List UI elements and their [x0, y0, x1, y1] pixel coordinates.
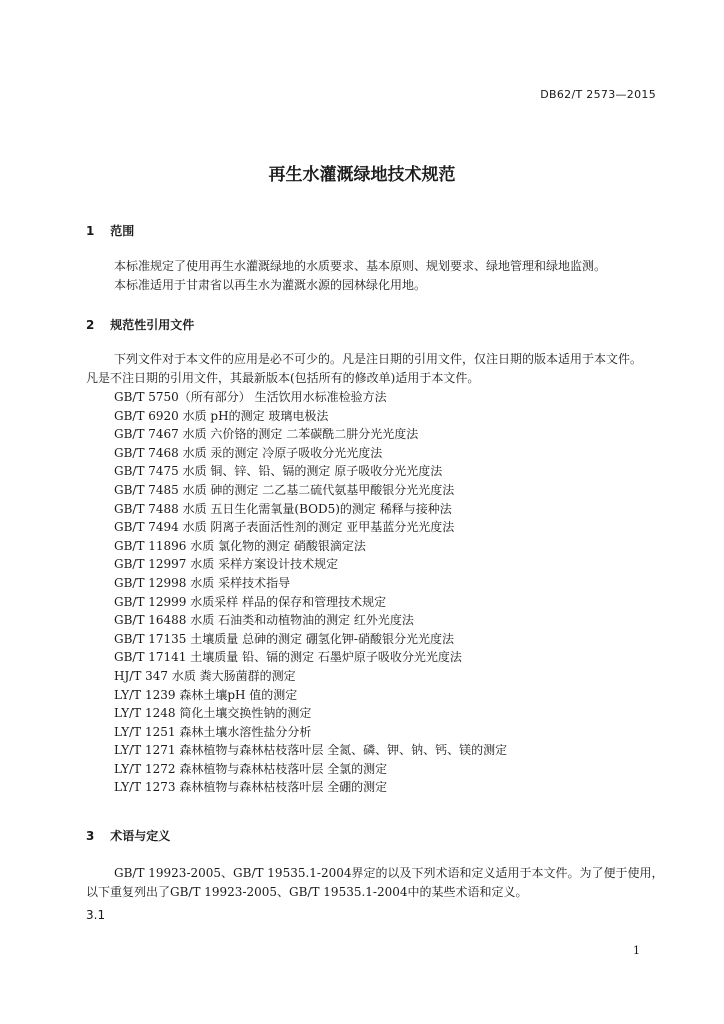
- reference-item: GB/T 17135 土壤质量 总砷的测定 硼氢化钾-硝酸银分光光度法: [114, 631, 454, 646]
- section-title: 术语与定义: [110, 829, 171, 843]
- reference-item: GB/T 16488 水质 石油类和动植物油的测定 红外光度法: [114, 613, 414, 628]
- paragraph: 凡是不注日期的引用文件，其最新版本(包括所有的修改单)适用于本文件。: [86, 371, 480, 385]
- subclause-number: 3.1: [86, 908, 106, 922]
- reference-item: GB/T 7488 水质 五日生化需氧量(BOD5)的测定 稀释与接种法: [114, 501, 452, 516]
- reference-item: GB/T 7475 水质 铜、锌、铅、镉的测定 原子吸收分光光度法: [114, 464, 443, 479]
- reference-item: GB/T 6920 水质 pH的测定 玻璃电极法: [114, 408, 329, 423]
- reference-item: LY/T 1251 森林土壤水溶性盐分分析: [114, 724, 312, 739]
- reference-item: GB/T 12998 水质 采样技术指导: [114, 575, 291, 590]
- reference-item: GB/T 7494 水质 阴离子表面活性剂的测定 亚甲基蓝分光光度法: [114, 520, 455, 535]
- paragraph: GB/T 19923-2005、GB/T 19535.1-2004界定的以及下列术语和定义适用于本文件。为了便于使用，: [114, 866, 664, 880]
- reference-item: GB/T 5750（所有部分） 生活饮用水标准检验方法: [114, 390, 387, 404]
- reference-item: LY/T 1248 简化土壤交换性钠的测定: [114, 706, 312, 721]
- section-title: 规范性引用文件: [110, 318, 195, 332]
- section-number: 2: [86, 318, 95, 332]
- section-1-heading: [86, 222, 134, 239]
- reference-item: GB/T 12997 水质 采样方案设计技术规定: [114, 557, 339, 572]
- reference-item: LY/T 1271 森林植物与森林枯枝落叶层 全氮、磷、钾、钠、钙、镁的测定: [114, 743, 508, 758]
- paragraph: 以下重复列出了GB/T 19923-2005、GB/T 19535.1-2004中的某些术语和定义。: [86, 885, 528, 899]
- section-3-heading: [86, 827, 170, 844]
- section-number: 3: [86, 829, 95, 843]
- paragraph: 下列文件对于本文件的应用是必不可少的。凡是注日期的引用文件，仅注日期的版本适用于本文件。: [114, 352, 643, 366]
- reference-item: LY/T 1273 森林植物与森林枯枝落叶层 全硼的测定: [114, 780, 388, 795]
- reference-item: GB/T 11896 水质 氯化物的测定 硝酸银滴定法: [114, 538, 366, 553]
- section-number: 1: [86, 224, 95, 238]
- section-title: 范围: [110, 224, 135, 238]
- standard-code: DB62/T 2573—2015: [540, 88, 656, 101]
- paragraph: 本标准规定了使用再生水灌溉绿地的水质要求、基本原则、规划要求、绿地管理和绿地监测。: [114, 259, 607, 273]
- document-title: 再生水灌溉绿地技术规范: [268, 165, 456, 185]
- page-number: 1: [633, 944, 640, 957]
- reference-item: GB/T 17141 土壤质量 铅、镉的测定 石墨炉原子吸收分光光度法: [114, 650, 462, 665]
- reference-list: [114, 388, 507, 797]
- reference-item: GB/T 7468 水质 汞的测定 冷原子吸收分光光度法: [114, 445, 383, 460]
- reference-item: LY/T 1239 森林土壤pH 值的测定: [114, 687, 298, 702]
- reference-item: GB/T 7467 水质 六价铬的测定 二苯碳酰二肼分光光度法: [114, 427, 419, 442]
- reference-item: HJ/T 347 水质 粪大肠菌群的测定: [114, 668, 296, 683]
- reference-item: GB/T 7485 水质 砷的测定 二乙基二硫代氨基甲酸银分光光度法: [114, 482, 455, 497]
- reference-item: GB/T 12999 水质采样 样品的保存和管理技术规定: [114, 594, 387, 609]
- paragraph: 本标准适用于甘肃省以再生水为灌溉水源的园林绿化用地。: [114, 278, 427, 292]
- section-2-heading: [86, 316, 194, 333]
- reference-item: LY/T 1272 森林植物与森林枯枝落叶层 全氯的测定: [114, 761, 388, 776]
